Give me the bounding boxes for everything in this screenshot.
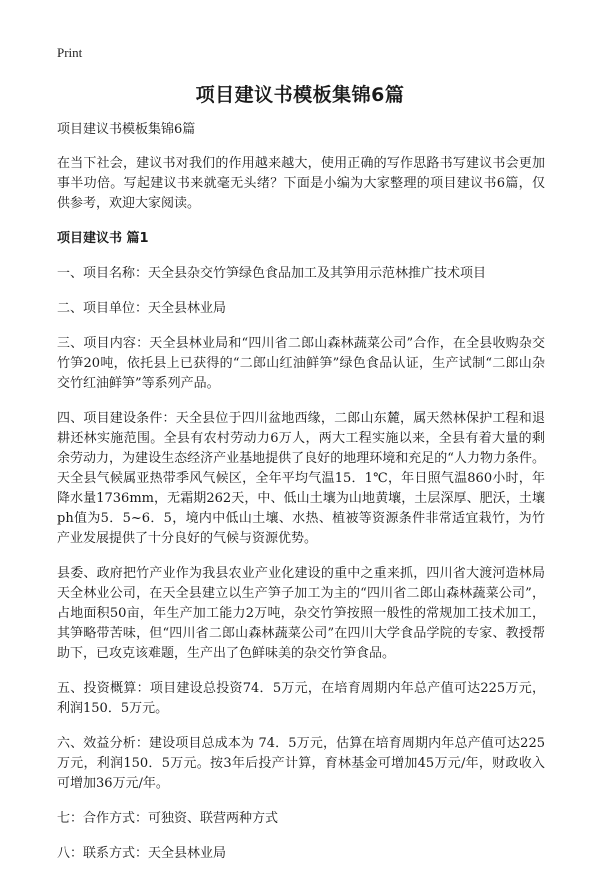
intro-paragraph: 在当下社会，建议书对我们的作用越来越大，使用正确的写作思路书写建议书会更加事半功倍。写起建议书来就毫无头绪？下面是小编为大家整理的项目建议书6篇，仅供参考，欢迎大家阅读。	[57, 156, 545, 211]
paragraph-project-content: 三、项目内容：天全县林业局和“四川省二郎山森林蔬菜公司”合作，在全县收购杂交竹笋20吨，依托县上已获得的“二郎山红油鲜笋”绿色食品认证，生产试制“二郎山杂交竹红油鲜笋”等系列产品。	[57, 336, 545, 391]
document-body	[57, 120, 545, 879]
paragraph-project-unit: 二、项目单位：天全县林业局	[57, 301, 227, 316]
paragraph-investment: 五、投资概算：项目建设总投资74．5万元，在培育周期内年总产值可达225万元，利润150．5万元。	[57, 681, 545, 716]
paragraph-benefit-analysis: 六、效益分析：建设项目总成本为 74．5万元，估算在培育周期内年总产值可达225万元，利润150．5万元。按3年后投产计算，育林基金可增加45万元/年，财政收入可增加36万元/年。	[57, 736, 545, 791]
section-heading: 项目建议书 篇1	[57, 231, 149, 246]
paragraph-county-policy: 县委、政府把竹产业作为我县农业产业化建设的重中之重来抓，四川省大渡河造林局天全林业公司，在天全县建立以生产笋子加工为主的“四川省二郎山森林蔬菜公司”，占地面积50亩，年生产加工能力2万吨，杂交竹笋按照一般性的常规加工技术加工，其笋略带苦味，但“四川省二郎山森林蔬菜公司”在四川大学食品学院的专家、教授帮助下，已攻克该难题，生产出了色鲜味美的杂交竹笋食品。	[57, 566, 545, 661]
print-label: Print	[57, 45, 83, 60]
document-title: 项目建议书模板集锦6篇	[195, 84, 405, 106]
paragraph-project-name: 一、项目名称：天全县杂交竹笋绿色食品加工及其笋用示范林推广技术项目	[57, 266, 487, 281]
paragraph-cooperation: 七：合作方式：可独资、联营两种方式	[57, 811, 279, 826]
document-subtitle: 项目建议书模板集锦6篇	[57, 122, 196, 137]
paragraph-contact: 八：联系方式：天全县林业局	[57, 846, 227, 861]
paragraph-construction-conditions: 四、项目建设条件：天全县位于四川盆地西缘，二郎山东麓，属天然林保护工程和退耕还林实施范围。全县有农村劳动力6万人，两大工程实施以来，全县有着大量的剩余劳动力，为建设生态经济产业基地提供了良好的地理环境和充足的“人力物力条件。天全县气候属亚热带季风气候区，全年平均气温15．1℃，年日照气温860小时，年降水量1736mm，无霜期262天，中、低山土壤为山地黄壤，土层深厚、肥沃，土壤ph值为5．5~6．5，境内中低山土壤、水热、植被等资源条件非常适宜栽竹，为竹产业发展提供了十分良好的气候与资源优势。	[57, 411, 545, 546]
